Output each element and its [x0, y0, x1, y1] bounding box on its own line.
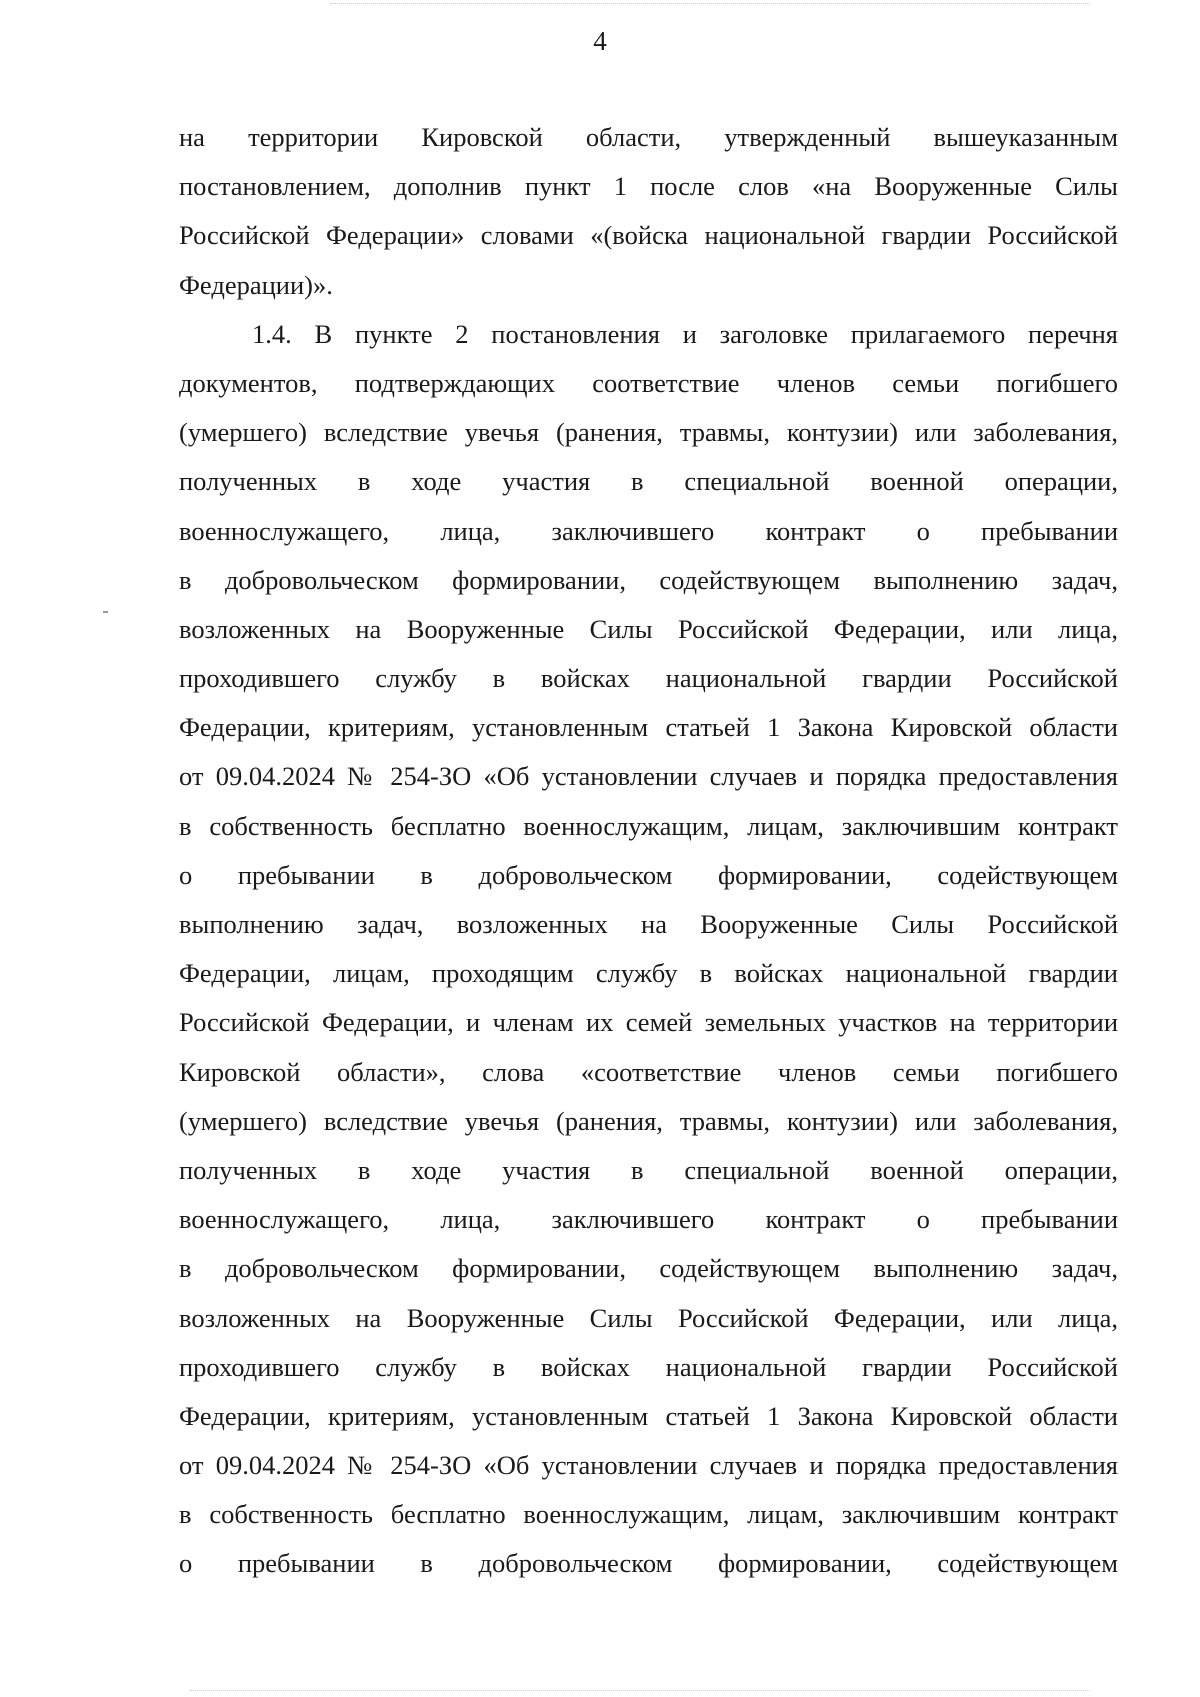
text-line: Российской Федерации» словами «(войска национальной гвардии Российской	[179, 220, 1118, 251]
text-line: в собственность бесплатно военнослужащим, лицам, заключившим контракт	[179, 1499, 1118, 1530]
scan-edge-top	[330, 3, 1090, 4]
text-line: (умершего) вследствие увечья (ранения, травмы, контузии) или заболевания,	[179, 1105, 1118, 1136]
text-line: Федерации, лицам, проходящим службу в войсках национальной гвардии	[179, 958, 1118, 989]
text-line: Кировской области», слова «соответствие членов семьи погибшего	[179, 1056, 1118, 1087]
text-line: в добровольческом формировании, содействующем выполнению задач,	[179, 1253, 1118, 1284]
text-line: полученных в ходе участия в специальной военной операции,	[179, 1154, 1118, 1185]
text-line: проходившего службу в войсках национальной гвардии Российской	[179, 663, 1118, 694]
text-line: в добровольческом формировании, содействующем выполнению задач,	[179, 564, 1118, 595]
text-line: Федерации)».	[179, 269, 333, 300]
text-line: проходившего службу в войсках национальной гвардии Российской	[179, 1351, 1118, 1382]
text-line: полученных в ходе участия в специальной военной операции,	[179, 466, 1118, 497]
text-line: постановлением, дополнив пункт 1 после слов «на Вооруженные Силы	[179, 171, 1118, 202]
text-line: военнослужащего, лица, заключившего контракт о пребывании	[179, 515, 1118, 546]
text-line: Российской Федерации, и членам их семей земельных участков на территории	[179, 1007, 1118, 1038]
scan-speck	[103, 611, 108, 613]
text-line: (умершего) вследствие увечья (ранения, травмы, контузии) или заболевания,	[179, 417, 1118, 448]
text-line: Федерации, критериям, установленным статьей 1 Закона Кировской области	[179, 712, 1118, 743]
text-line: в собственность бесплатно военнослужащим, лицам, заключившим контракт	[179, 810, 1118, 841]
text-line: на территории Кировской области, утвержденный вышеуказанным	[179, 122, 1118, 152]
text-line: о пребывании в добровольческом формировании, содействующем	[179, 859, 1118, 890]
text-line: возложенных на Вооруженные Силы Российской Федерации, или лица,	[179, 1302, 1118, 1333]
text-line: о пребывании в добровольческом формировании, содействующем	[179, 1548, 1118, 1579]
text-line: от 09.04.2024 № 254-ЗО «Об установлении случаев и порядка предоставления	[179, 1450, 1118, 1481]
text-line: от 09.04.2024 № 254-ЗО «Об установлении случаев и порядка предоставления	[179, 761, 1118, 792]
text-line: военнослужащего, лица, заключившего контракт о пребывании	[179, 1204, 1118, 1235]
document-body	[179, 113, 1118, 1589]
page-number: 4	[593, 26, 607, 56]
scan-edge-bottom	[190, 1690, 1090, 1691]
text-line: выполнению задач, возложенных на Вооруженные Силы Российской	[179, 909, 1118, 939]
paragraph-1-4-first-line: 1.4. В пункте 2 постановления и заголовке прилагаемого перечня	[252, 318, 1118, 349]
text-line: Федерации, критериям, установленным статьей 1 Закона Кировской области	[179, 1400, 1118, 1431]
text-line: возложенных на Вооруженные Силы Российской Федерации, или лица,	[179, 613, 1118, 644]
text-line: документов, подтверждающих соответствие членов семьи погибшего	[179, 367, 1118, 398]
